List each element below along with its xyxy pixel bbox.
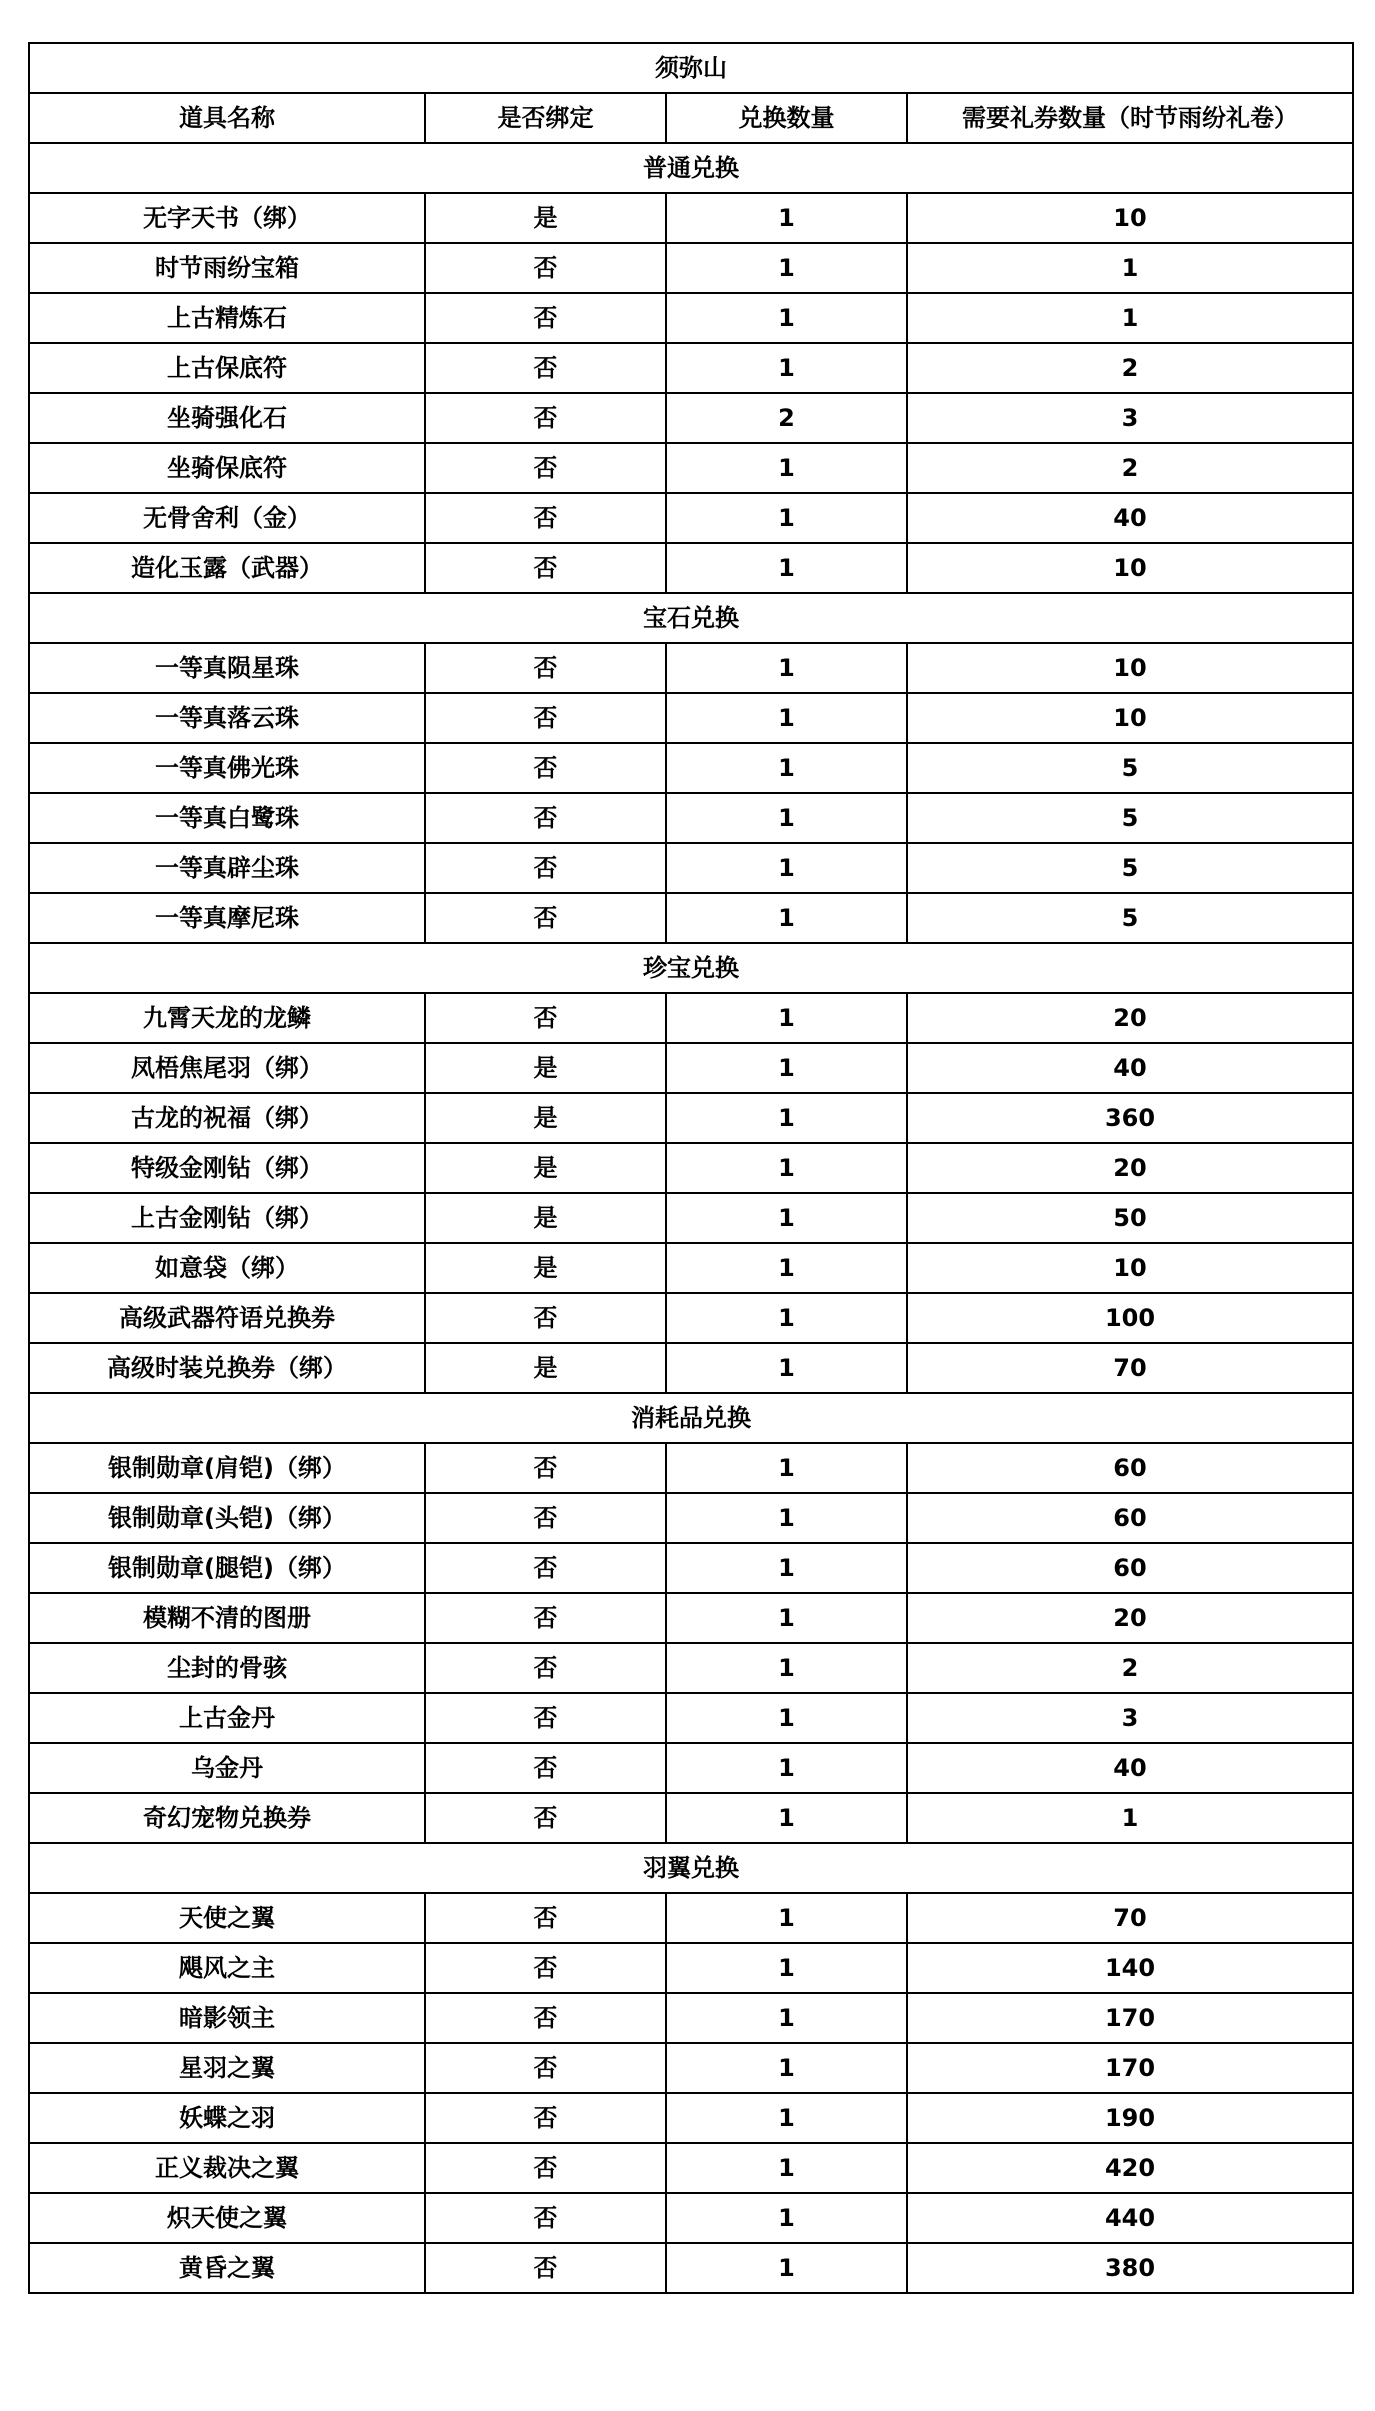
table-row bbox=[29, 893, 1353, 943]
item-name-cell: 高级时装兑换券（绑） bbox=[29, 1343, 425, 1393]
section-title: 消耗品兑换 bbox=[29, 1393, 1353, 1443]
item-name-cell: 尘封的骨骇 bbox=[29, 1643, 425, 1693]
section-row bbox=[29, 593, 1353, 643]
table-row bbox=[29, 1543, 1353, 1593]
quantity-cell: 1 bbox=[666, 2193, 907, 2243]
voucher-cost-cell: 20 bbox=[907, 1143, 1353, 1193]
bound-cell: 否 bbox=[425, 443, 666, 493]
table-row bbox=[29, 1193, 1353, 1243]
bound-cell: 否 bbox=[425, 2093, 666, 2143]
table-row bbox=[29, 1693, 1353, 1743]
voucher-cost-cell: 10 bbox=[907, 193, 1353, 243]
section-title: 宝石兑换 bbox=[29, 593, 1353, 643]
item-name-cell: 银制勋章(头铠)（绑） bbox=[29, 1493, 425, 1543]
item-name-cell: 妖蝶之羽 bbox=[29, 2093, 425, 2143]
header-voucher-cost: 需要礼券数量（时节雨纷礼卷） bbox=[907, 93, 1353, 143]
table-title: 须弥山 bbox=[29, 43, 1353, 93]
table-row bbox=[29, 993, 1353, 1043]
quantity-cell: 1 bbox=[666, 1293, 907, 1343]
quantity-cell: 1 bbox=[666, 1543, 907, 1593]
item-name-cell: 星羽之翼 bbox=[29, 2043, 425, 2093]
table-row bbox=[29, 1293, 1353, 1343]
table-row bbox=[29, 1993, 1353, 2043]
bound-cell: 否 bbox=[425, 2243, 666, 2293]
voucher-cost-cell: 40 bbox=[907, 493, 1353, 543]
bound-cell: 否 bbox=[425, 293, 666, 343]
quantity-cell: 1 bbox=[666, 293, 907, 343]
item-name-cell: 九霄天龙的龙鳞 bbox=[29, 993, 425, 1043]
quantity-cell: 2 bbox=[666, 393, 907, 443]
bound-cell: 否 bbox=[425, 2043, 666, 2093]
item-name-cell: 无骨舍利（金） bbox=[29, 493, 425, 543]
bound-cell: 否 bbox=[425, 793, 666, 843]
bound-cell: 否 bbox=[425, 543, 666, 593]
voucher-cost-cell: 170 bbox=[907, 2043, 1353, 2093]
item-name-cell: 奇幻宠物兑换券 bbox=[29, 1793, 425, 1843]
exchange-table-container bbox=[28, 42, 1352, 2294]
header-quantity: 兑换数量 bbox=[666, 93, 907, 143]
table-row bbox=[29, 2143, 1353, 2193]
voucher-cost-cell: 10 bbox=[907, 693, 1353, 743]
table-row bbox=[29, 1593, 1353, 1643]
voucher-cost-cell: 50 bbox=[907, 1193, 1353, 1243]
quantity-cell: 1 bbox=[666, 1343, 907, 1393]
voucher-cost-cell: 40 bbox=[907, 1043, 1353, 1093]
voucher-cost-cell: 380 bbox=[907, 2243, 1353, 2293]
voucher-cost-cell: 20 bbox=[907, 1593, 1353, 1643]
quantity-cell: 1 bbox=[666, 743, 907, 793]
bound-cell: 否 bbox=[425, 2193, 666, 2243]
voucher-cost-cell: 2 bbox=[907, 343, 1353, 393]
bound-cell: 是 bbox=[425, 1043, 666, 1093]
bound-cell: 否 bbox=[425, 2143, 666, 2193]
quantity-cell: 1 bbox=[666, 193, 907, 243]
item-name-cell: 一等真摩尼珠 bbox=[29, 893, 425, 943]
quantity-cell: 1 bbox=[666, 993, 907, 1043]
voucher-cost-cell: 100 bbox=[907, 1293, 1353, 1343]
quantity-cell: 1 bbox=[666, 693, 907, 743]
table-row bbox=[29, 1893, 1353, 1943]
item-name-cell: 一等真落云珠 bbox=[29, 693, 425, 743]
bound-cell: 否 bbox=[425, 493, 666, 543]
item-name-cell: 黄昏之翼 bbox=[29, 2243, 425, 2293]
bound-cell: 是 bbox=[425, 193, 666, 243]
table-row bbox=[29, 2093, 1353, 2143]
bound-cell: 否 bbox=[425, 1943, 666, 1993]
item-name-cell: 一等真陨星珠 bbox=[29, 643, 425, 693]
quantity-cell: 1 bbox=[666, 793, 907, 843]
table-row bbox=[29, 1643, 1353, 1693]
table-row bbox=[29, 1493, 1353, 1543]
table-row bbox=[29, 393, 1353, 443]
quantity-cell: 1 bbox=[666, 1743, 907, 1793]
item-name-cell: 暗影领主 bbox=[29, 1993, 425, 2043]
quantity-cell: 1 bbox=[666, 1443, 907, 1493]
item-name-cell: 银制勋章(腿铠)（绑） bbox=[29, 1543, 425, 1593]
bound-cell: 否 bbox=[425, 893, 666, 943]
voucher-cost-cell: 60 bbox=[907, 1443, 1353, 1493]
bound-cell: 否 bbox=[425, 1893, 666, 1943]
table-row bbox=[29, 293, 1353, 343]
bound-cell: 否 bbox=[425, 1993, 666, 2043]
item-name-cell: 时节雨纷宝箱 bbox=[29, 243, 425, 293]
header-row bbox=[29, 93, 1353, 143]
item-name-cell: 古龙的祝福（绑） bbox=[29, 1093, 425, 1143]
quantity-cell: 1 bbox=[666, 2093, 907, 2143]
item-name-cell: 高级武器符语兑换券 bbox=[29, 1293, 425, 1343]
table-row bbox=[29, 2243, 1353, 2293]
section-row bbox=[29, 1393, 1353, 1443]
section-row bbox=[29, 143, 1353, 193]
quantity-cell: 1 bbox=[666, 1643, 907, 1693]
item-name-cell: 一等真佛光珠 bbox=[29, 743, 425, 793]
quantity-cell: 1 bbox=[666, 1143, 907, 1193]
table-row bbox=[29, 343, 1353, 393]
table-row bbox=[29, 643, 1353, 693]
voucher-cost-cell: 20 bbox=[907, 993, 1353, 1043]
bound-cell: 是 bbox=[425, 1193, 666, 1243]
header-item-name: 道具名称 bbox=[29, 93, 425, 143]
quantity-cell: 1 bbox=[666, 2243, 907, 2293]
quantity-cell: 1 bbox=[666, 493, 907, 543]
section-title: 羽翼兑换 bbox=[29, 1843, 1353, 1893]
table-row bbox=[29, 493, 1353, 543]
bound-cell: 是 bbox=[425, 1143, 666, 1193]
bound-cell: 否 bbox=[425, 1743, 666, 1793]
table-row bbox=[29, 1943, 1353, 1993]
bound-cell: 是 bbox=[425, 1093, 666, 1143]
table-row bbox=[29, 1093, 1353, 1143]
voucher-cost-cell: 1 bbox=[907, 243, 1353, 293]
voucher-cost-cell: 10 bbox=[907, 1243, 1353, 1293]
table-row bbox=[29, 1243, 1353, 1293]
bound-cell: 否 bbox=[425, 243, 666, 293]
voucher-cost-cell: 40 bbox=[907, 1743, 1353, 1793]
bound-cell: 否 bbox=[425, 1293, 666, 1343]
item-name-cell: 上古精炼石 bbox=[29, 293, 425, 343]
item-name-cell: 上古金刚钻（绑） bbox=[29, 1193, 425, 1243]
bound-cell: 否 bbox=[425, 1443, 666, 1493]
bound-cell: 否 bbox=[425, 1493, 666, 1543]
item-name-cell: 一等真白鹭珠 bbox=[29, 793, 425, 843]
voucher-cost-cell: 70 bbox=[907, 1343, 1353, 1393]
quantity-cell: 1 bbox=[666, 1093, 907, 1143]
table-row bbox=[29, 843, 1353, 893]
item-name-cell: 正义裁决之翼 bbox=[29, 2143, 425, 2193]
table-row bbox=[29, 2193, 1353, 2243]
item-name-cell: 如意袋（绑） bbox=[29, 1243, 425, 1293]
table-row bbox=[29, 443, 1353, 493]
bound-cell: 否 bbox=[425, 1543, 666, 1593]
table-row bbox=[29, 543, 1353, 593]
bound-cell: 是 bbox=[425, 1243, 666, 1293]
section-row bbox=[29, 1843, 1353, 1893]
table-row bbox=[29, 743, 1353, 793]
voucher-cost-cell: 10 bbox=[907, 643, 1353, 693]
item-name-cell: 上古金丹 bbox=[29, 1693, 425, 1743]
title-row bbox=[29, 43, 1353, 93]
table-row bbox=[29, 1043, 1353, 1093]
item-name-cell: 无字天书（绑） bbox=[29, 193, 425, 243]
voucher-cost-cell: 360 bbox=[907, 1093, 1353, 1143]
bound-cell: 否 bbox=[425, 843, 666, 893]
item-name-cell: 模糊不清的图册 bbox=[29, 1593, 425, 1643]
table-row bbox=[29, 193, 1353, 243]
item-name-cell: 造化玉露（武器） bbox=[29, 543, 425, 593]
table-row bbox=[29, 243, 1353, 293]
bound-cell: 否 bbox=[425, 743, 666, 793]
voucher-cost-cell: 60 bbox=[907, 1543, 1353, 1593]
quantity-cell: 1 bbox=[666, 2143, 907, 2193]
quantity-cell: 1 bbox=[666, 2043, 907, 2093]
quantity-cell: 1 bbox=[666, 843, 907, 893]
exchange-table bbox=[28, 42, 1354, 2294]
table-row bbox=[29, 1343, 1353, 1393]
bound-cell: 否 bbox=[425, 393, 666, 443]
quantity-cell: 1 bbox=[666, 1893, 907, 1943]
bound-cell: 否 bbox=[425, 993, 666, 1043]
quantity-cell: 1 bbox=[666, 643, 907, 693]
bound-cell: 否 bbox=[425, 1643, 666, 1693]
quantity-cell: 1 bbox=[666, 893, 907, 943]
table-row bbox=[29, 1443, 1353, 1493]
quantity-cell: 1 bbox=[666, 343, 907, 393]
item-name-cell: 上古保底符 bbox=[29, 343, 425, 393]
item-name-cell: 一等真辟尘珠 bbox=[29, 843, 425, 893]
voucher-cost-cell: 140 bbox=[907, 1943, 1353, 1993]
voucher-cost-cell: 3 bbox=[907, 393, 1353, 443]
quantity-cell: 1 bbox=[666, 243, 907, 293]
voucher-cost-cell: 440 bbox=[907, 2193, 1353, 2243]
voucher-cost-cell: 190 bbox=[907, 2093, 1353, 2143]
voucher-cost-cell: 60 bbox=[907, 1493, 1353, 1543]
voucher-cost-cell: 70 bbox=[907, 1893, 1353, 1943]
quantity-cell: 1 bbox=[666, 1943, 907, 1993]
table-row bbox=[29, 1743, 1353, 1793]
item-name-cell: 炽天使之翼 bbox=[29, 2193, 425, 2243]
item-name-cell: 乌金丹 bbox=[29, 1743, 425, 1793]
header-bound: 是否绑定 bbox=[425, 93, 666, 143]
table-row bbox=[29, 1793, 1353, 1843]
section-row bbox=[29, 943, 1353, 993]
voucher-cost-cell: 2 bbox=[907, 443, 1353, 493]
quantity-cell: 1 bbox=[666, 1493, 907, 1543]
bound-cell: 否 bbox=[425, 643, 666, 693]
item-name-cell: 凤梧焦尾羽（绑） bbox=[29, 1043, 425, 1093]
quantity-cell: 1 bbox=[666, 1693, 907, 1743]
quantity-cell: 1 bbox=[666, 443, 907, 493]
item-name-cell: 飓风之主 bbox=[29, 1943, 425, 1993]
bound-cell: 否 bbox=[425, 1693, 666, 1743]
quantity-cell: 1 bbox=[666, 1243, 907, 1293]
bound-cell: 否 bbox=[425, 1593, 666, 1643]
table-row bbox=[29, 1143, 1353, 1193]
quantity-cell: 1 bbox=[666, 1593, 907, 1643]
item-name-cell: 银制勋章(肩铠)（绑） bbox=[29, 1443, 425, 1493]
item-name-cell: 坐骑强化石 bbox=[29, 393, 425, 443]
voucher-cost-cell: 5 bbox=[907, 743, 1353, 793]
quantity-cell: 1 bbox=[666, 543, 907, 593]
voucher-cost-cell: 3 bbox=[907, 1693, 1353, 1743]
table-row bbox=[29, 2043, 1353, 2093]
quantity-cell: 1 bbox=[666, 1193, 907, 1243]
bound-cell: 否 bbox=[425, 693, 666, 743]
bound-cell: 否 bbox=[425, 1793, 666, 1843]
item-name-cell: 天使之翼 bbox=[29, 1893, 425, 1943]
quantity-cell: 1 bbox=[666, 1993, 907, 2043]
voucher-cost-cell: 5 bbox=[907, 893, 1353, 943]
voucher-cost-cell: 2 bbox=[907, 1643, 1353, 1693]
bound-cell: 是 bbox=[425, 1343, 666, 1393]
item-name-cell: 坐骑保底符 bbox=[29, 443, 425, 493]
voucher-cost-cell: 5 bbox=[907, 793, 1353, 843]
item-name-cell: 特级金刚钻（绑） bbox=[29, 1143, 425, 1193]
table-row bbox=[29, 693, 1353, 743]
voucher-cost-cell: 1 bbox=[907, 1793, 1353, 1843]
voucher-cost-cell: 10 bbox=[907, 543, 1353, 593]
bound-cell: 否 bbox=[425, 343, 666, 393]
voucher-cost-cell: 1 bbox=[907, 293, 1353, 343]
voucher-cost-cell: 170 bbox=[907, 1993, 1353, 2043]
section-title: 普通兑换 bbox=[29, 143, 1353, 193]
quantity-cell: 1 bbox=[666, 1793, 907, 1843]
section-title: 珍宝兑换 bbox=[29, 943, 1353, 993]
voucher-cost-cell: 5 bbox=[907, 843, 1353, 893]
table-row bbox=[29, 793, 1353, 843]
voucher-cost-cell: 420 bbox=[907, 2143, 1353, 2193]
exchange-table-body bbox=[29, 43, 1353, 2293]
quantity-cell: 1 bbox=[666, 1043, 907, 1093]
